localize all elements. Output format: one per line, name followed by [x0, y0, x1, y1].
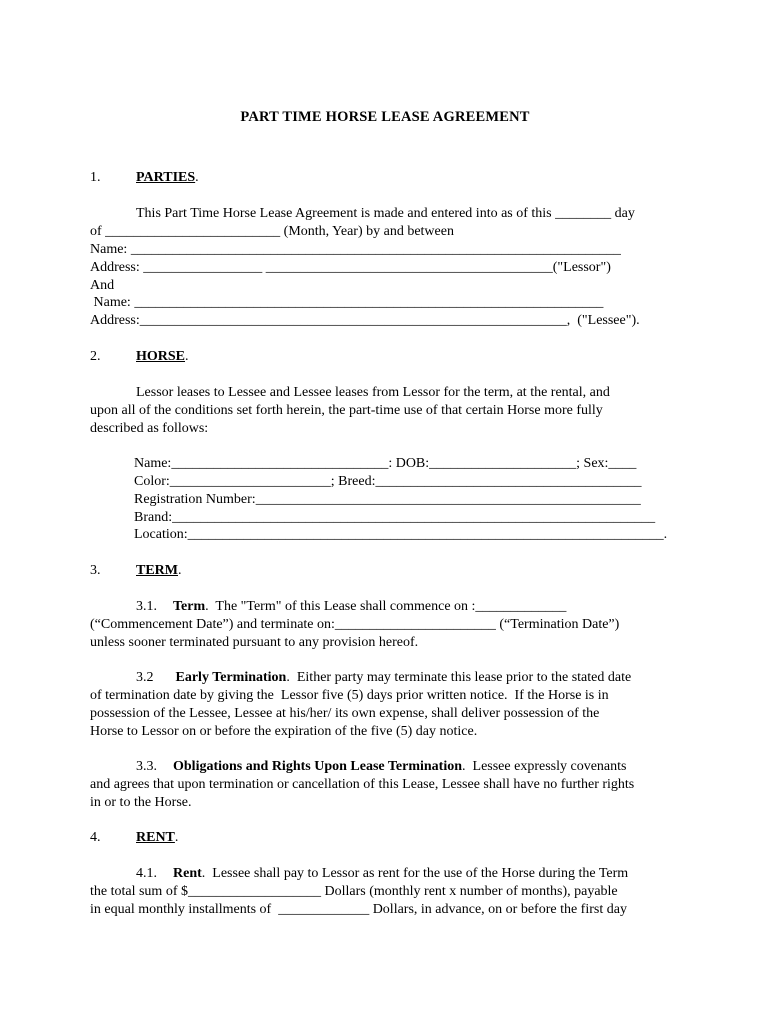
- horse-line: upon all of the conditions set forth herein, the part-time use of that certain Horse more fully: [90, 403, 603, 418]
- subsection-3-3-label: Obligations and Rights Upon Lease Termination: [173, 759, 463, 774]
- parties-line: of _________________________ (Month, Year) by and between: [90, 224, 454, 239]
- section-heading-term: TERM.: [136, 563, 182, 578]
- subsection-3-1-line: (“Commencement Date”) and terminate on:_______________________ (“Termination Date”): [90, 617, 620, 632]
- horse-line: described as follows:: [90, 421, 209, 436]
- subsection-4-1-text: . Lessee shall pay to Lessor as rent for the use of the Horse during the Term: [201, 866, 629, 881]
- subsection-3-3-line: and agrees that upon termination or cancellation of this Lease, Lessee shall have no further rights: [90, 777, 635, 792]
- horse-field: Registration Number:_______________________________________________________: [134, 492, 641, 507]
- subsection-3-1-number: 3.1.: [136, 599, 157, 614]
- parties-line: Address:_____________________________________________________________, ("Lessee").: [90, 313, 640, 328]
- parties-line: Name: ______________________________________________________________________: [90, 242, 621, 257]
- subsection-3-1-text: . The "Term" of this Lease shall commence on :_____________: [205, 599, 567, 614]
- subsection-3-2-number: 3.2: [136, 670, 154, 685]
- parties-line: And: [90, 278, 115, 293]
- subsection-4-1-first-line: [136, 865, 628, 883]
- subsection-3-2-first-line: [136, 669, 631, 687]
- horse-field: Location:____________________________________________________________________.: [134, 527, 668, 542]
- horse-field: Name:_______________________________: DOB:_____________________; Sex:____: [134, 456, 637, 471]
- subsection-3-3-line: in or to the Horse.: [90, 795, 192, 810]
- horse-field: Brand:_____________________________________________________________________: [134, 510, 656, 525]
- subsection-3-2-line: possession of the Lessee, Lessee at his/her/ its own expense, shall deliver possession of the: [90, 706, 600, 721]
- subsection-3-1-label: Term: [173, 599, 206, 614]
- subsection-3-2-text: . Either party may terminate this lease prior to the stated date: [286, 670, 632, 685]
- horse-field: Color:_______________________; Breed:______________________________________: [134, 474, 642, 489]
- section-heading-rent-text: RENT: [136, 830, 175, 845]
- subsection-3-2-label: Early Termination: [175, 670, 287, 685]
- document-title: PART TIME HORSE LEASE AGREEMENT: [240, 109, 530, 125]
- section-heading-horse: HORSE.: [136, 349, 189, 364]
- section-number-horse: 2.: [90, 349, 101, 364]
- subsection-3-3-text: . Lessee expressly covenants: [462, 759, 627, 774]
- subsection-3-1-line: unless sooner terminated pursuant to any provision hereof.: [90, 635, 419, 650]
- subsection-3-3-first-line: [136, 758, 626, 776]
- section-heading-rent: RENT.: [136, 830, 179, 845]
- subsection-3-3-number: 3.3.: [136, 759, 157, 774]
- section-heading-parties: PARTIES.: [136, 170, 199, 185]
- parties-line: Address: _________________ _________________________________________("Lessor"): [90, 260, 611, 275]
- section-heading-term-text: TERM: [136, 563, 178, 578]
- subsection-3-2-line: Horse to Lessor on or before the expiration of the five (5) day notice.: [90, 724, 478, 739]
- subsection-4-1-line: the total sum of $___________________ Dollars (monthly rent x number of months), payable: [90, 884, 618, 899]
- section-heading-parties-text: PARTIES: [136, 170, 196, 185]
- subsection-4-1-label: Rent: [173, 866, 202, 881]
- section-number-parties: 1.: [90, 170, 101, 185]
- section-heading-horse-text: HORSE: [136, 349, 186, 364]
- subsection-3-2-line: of termination date by giving the Lessor five (5) days prior written notice. If the Horse is in: [90, 688, 609, 703]
- horse-line: Lessor leases to Lessee and Lessee leases from Lessor for the term, at the rental, and: [136, 385, 610, 400]
- parties-line: Name: ___________________________________________________________________: [90, 295, 604, 310]
- subsection-4-1-line: in equal monthly installments of _____________ Dollars, in advance, on or before the first day: [90, 902, 627, 917]
- section-number-term: 3.: [90, 563, 101, 578]
- subsection-3-1-first-line: [136, 598, 566, 616]
- subsection-4-1-number: 4.1.: [136, 866, 157, 881]
- section-number-rent: 4.: [90, 830, 101, 845]
- parties-line: This Part Time Horse Lease Agreement is made and entered into as of this ________ day: [136, 206, 635, 221]
